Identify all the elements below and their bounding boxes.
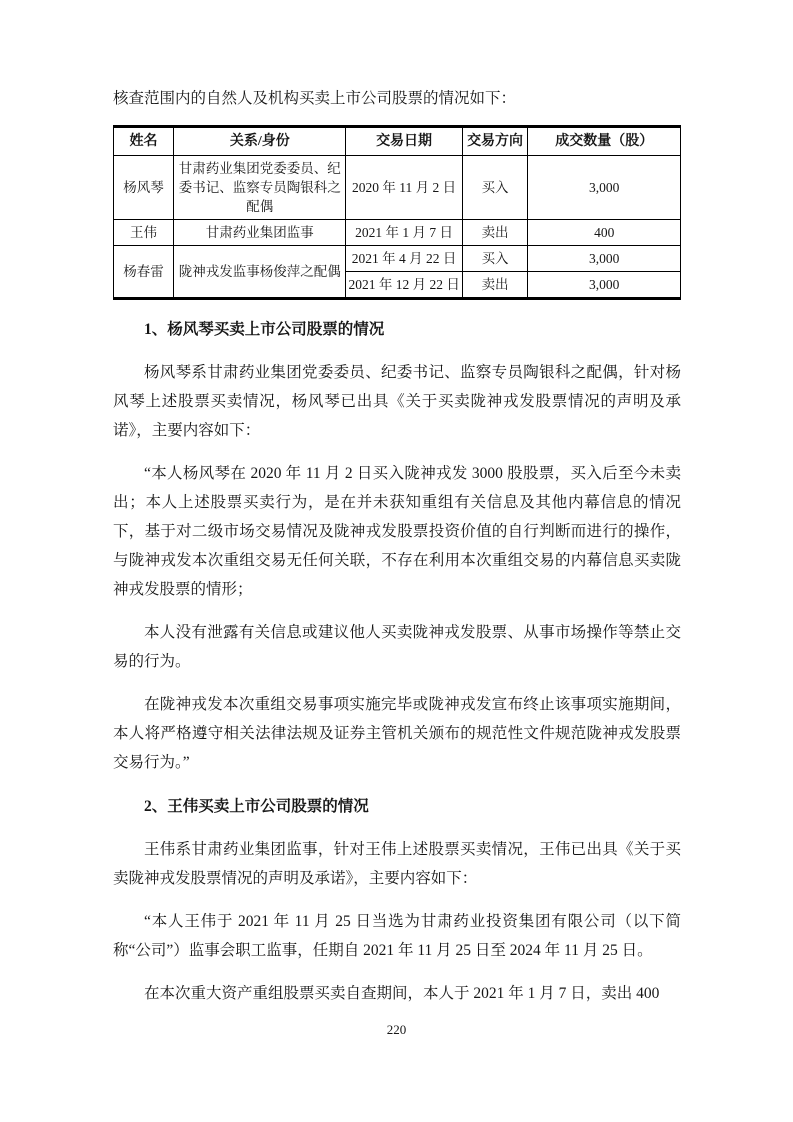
section-1-paragraph: 在陇神戎发本次重组交易事项实施完毕或陇神戎发宣布终止该事项实施期间，本人将严格遵守相关法律法规及证券主管机关颁布的规范性文件规范陇神戎发股票交易行为。” — [113, 696, 681, 771]
cell-name: 杨春雷 — [114, 246, 174, 299]
share-trading-table — [113, 125, 681, 300]
section-2-heading: 2、王伟买卖上市公司股票的情况 — [144, 798, 369, 815]
cell-date: 2021 年 12 月 22 日 — [346, 272, 462, 299]
cell-date: 2021 年 1 月 7 日 — [346, 220, 462, 246]
intro-text: 核查范围内的自然人及机构买卖上市公司股票的情况如下： — [113, 90, 517, 107]
cell-date: 2021 年 4 月 22 日 — [346, 246, 462, 272]
section-1-paragraph: 本人没有泄露有关信息或建议他人买卖陇神戎发股票、从事市场操作等禁止交易的行为。 — [113, 624, 681, 670]
section-2-paragraph: 在本次重大资产重组股票买卖自查期间，本人于 2021 年 1 月 7 日，卖出 400 — [144, 985, 660, 1002]
cell-volume: 3,000 — [528, 272, 681, 299]
cell-direction: 卖出 — [462, 220, 528, 246]
cell-relation: 陇神戎发监事杨俊萍之配偶 — [174, 246, 346, 299]
column-header-name: 姓名 — [114, 127, 174, 156]
cell-direction: 买入 — [462, 156, 528, 220]
cell-volume: 3,000 — [528, 156, 681, 220]
section-2-paragraph: 王伟系甘肃药业集团监事，针对王伟上述股票买卖情况，王伟已出具《关于买卖陇神戎发股票情况的声明及承诺》，主要内容如下： — [113, 841, 681, 887]
table-row — [114, 156, 681, 220]
section-1-paragraph: 杨风琴系甘肃药业集团党委委员、纪委书记、监察专员陶银科之配偶，针对杨风琴上述股票买卖情况，杨风琴已出具《关于买卖陇神戎发股票情况的声明及承诺》，主要内容如下： — [113, 364, 681, 439]
page-number: 220 — [386, 1022, 407, 1037]
cell-direction: 卖出 — [462, 272, 528, 299]
section-1-heading: 1、杨风琴买卖上市公司股票的情况 — [144, 321, 385, 338]
page-content — [113, 84, 681, 1022]
cell-name: 王伟 — [114, 220, 174, 246]
cell-name: 杨风琴 — [114, 156, 174, 220]
column-header-relation: 关系/身份 — [174, 127, 346, 156]
cell-volume: 400 — [528, 220, 681, 246]
cell-date: 2020 年 11 月 2 日 — [346, 156, 462, 220]
section-2-paragraph: “本人王伟于 2021 年 11 月 25 日当选为甘肃药业投资集团有限公司（以下简称“公司”）监事会职工监事，任期自 2021 年 11 月 25 日至 2024 年 11 月 25 日。 — [113, 913, 681, 959]
cell-direction: 买入 — [462, 246, 528, 272]
column-header-date: 交易日期 — [346, 127, 462, 156]
cell-relation: 甘肃药业集团监事 — [174, 220, 346, 246]
table-row — [114, 220, 681, 246]
cell-volume: 3,000 — [528, 246, 681, 272]
cell-relation: 甘肃药业集团党委委员、纪委书记、监察专员陶银科之配偶 — [174, 156, 346, 220]
column-header-volume: 成交数量（股） — [528, 127, 681, 156]
section-1-paragraph: “本人杨风琴在 2020 年 11 月 2 日买入陇神戎发 3000 股股票，买入后至今未卖出；本人上述股票买卖行为，是在并未获知重组有关信息及其他内幕信息的情况下，基于对二级市场交易情况及陇神戎发股票投资价值的自行判断而进行的操作，与陇神戎发本次重组交易无任何关联，不存在利用本次重组交易的内幕信息买卖陇神戎发股票的情形； — [113, 465, 681, 598]
table-row — [114, 246, 681, 272]
table-header-row — [114, 127, 681, 156]
column-header-direction: 交易方向 — [462, 127, 528, 156]
